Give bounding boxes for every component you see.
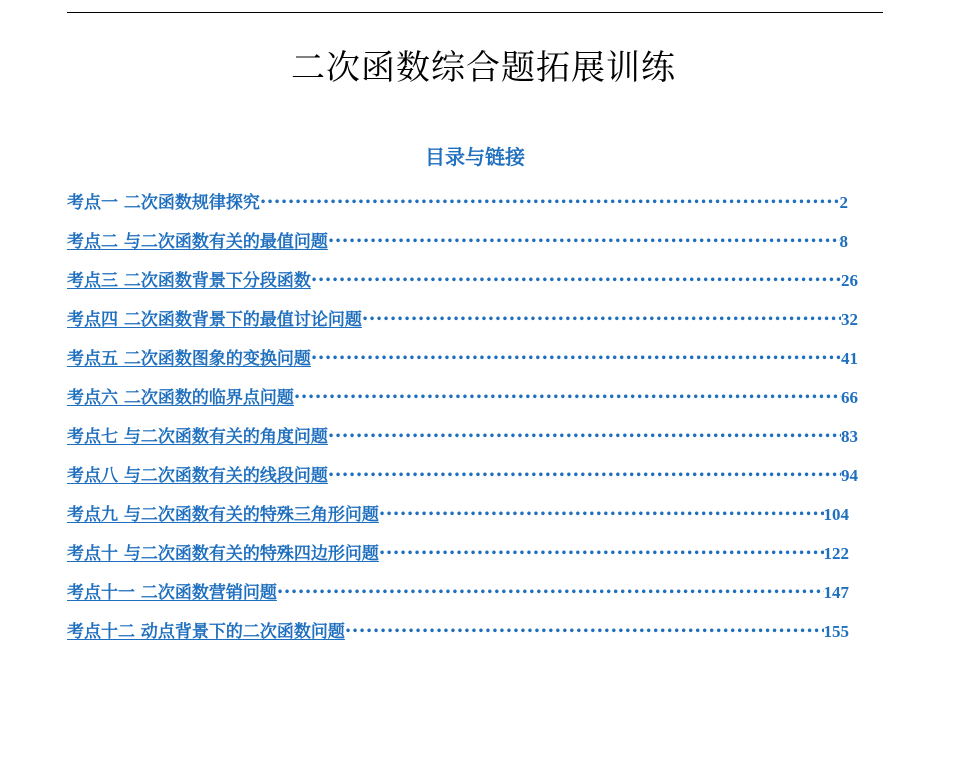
toc-dot-leader bbox=[345, 622, 824, 642]
toc-dot-leader bbox=[328, 427, 841, 447]
toc-dot-leader bbox=[379, 505, 824, 525]
toc-entry-label[interactable]: 考点十二 动点背景下的二次函数问题 bbox=[67, 622, 345, 642]
toc-entry-page[interactable]: 26 bbox=[841, 271, 858, 290]
toc-entry-page[interactable]: 32 bbox=[841, 310, 858, 329]
toc-dot-leader bbox=[294, 388, 841, 408]
toc-entry-page[interactable]: 94 bbox=[841, 466, 858, 485]
toc-entry-4[interactable] bbox=[67, 305, 858, 344]
toc-entry-11[interactable] bbox=[67, 578, 849, 617]
toc-dot-leader bbox=[379, 544, 824, 564]
toc-heading: 目录与链接 bbox=[425, 145, 525, 169]
toc-entry-3[interactable] bbox=[67, 266, 858, 305]
toc-list bbox=[67, 188, 858, 656]
toc-dot-leader bbox=[328, 466, 841, 486]
toc-entry-page[interactable]: 83 bbox=[841, 427, 858, 446]
toc-entry-label[interactable]: 考点五 二次函数图象的变换问题 bbox=[67, 349, 311, 369]
toc-entry-page[interactable]: 41 bbox=[841, 349, 858, 368]
toc-entry-10[interactable] bbox=[67, 539, 849, 578]
toc-entry-page[interactable]: 2 bbox=[839, 193, 848, 212]
toc-entry-page[interactable]: 8 bbox=[839, 232, 848, 251]
toc-entry-1[interactable] bbox=[67, 188, 848, 227]
toc-entry-9[interactable] bbox=[67, 500, 849, 539]
toc-entry-page[interactable]: 122 bbox=[823, 544, 849, 563]
toc-entry-7[interactable] bbox=[67, 422, 858, 461]
toc-entry-label[interactable]: 考点一 二次函数规律探究 bbox=[67, 193, 260, 213]
toc-dot-leader bbox=[311, 271, 841, 291]
toc-entry-page[interactable]: 66 bbox=[841, 388, 858, 407]
toc-dot-leader bbox=[311, 349, 841, 369]
toc-entry-label[interactable]: 考点七 与二次函数有关的角度问题 bbox=[67, 427, 328, 447]
header-rule bbox=[67, 12, 883, 13]
toc-entry-label[interactable]: 考点四 二次函数背景下的最值讨论问题 bbox=[67, 310, 362, 330]
toc-entry-12[interactable] bbox=[67, 617, 849, 656]
toc-entry-6[interactable] bbox=[67, 383, 858, 422]
toc-entry-8[interactable] bbox=[67, 461, 858, 500]
toc-entry-label[interactable]: 考点九 与二次函数有关的特殊三角形问题 bbox=[67, 505, 379, 525]
toc-entry-label[interactable]: 考点十 与二次函数有关的特殊四边形问题 bbox=[67, 544, 379, 564]
toc-entry-label[interactable]: 考点二 与二次函数有关的最值问题 bbox=[67, 232, 328, 252]
toc-entry-label[interactable]: 考点八 与二次函数有关的线段问题 bbox=[67, 466, 328, 486]
toc-entry-label[interactable]: 考点三 二次函数背景下分段函数 bbox=[67, 271, 311, 291]
toc-dot-leader bbox=[277, 583, 824, 603]
toc-dot-leader bbox=[260, 193, 840, 213]
toc-entry-label[interactable]: 考点六 二次函数的临界点问题 bbox=[67, 388, 294, 408]
page-title: 二次函数综合题拓展训练 bbox=[291, 48, 676, 88]
toc-entry-label[interactable]: 考点十一 二次函数营销问题 bbox=[67, 583, 277, 603]
toc-entry-5[interactable] bbox=[67, 344, 858, 383]
toc-entry-2[interactable] bbox=[67, 227, 848, 266]
toc-entry-page[interactable]: 104 bbox=[823, 505, 849, 524]
toc-dot-leader bbox=[362, 310, 841, 330]
toc-dot-leader bbox=[328, 232, 840, 252]
toc-entry-page[interactable]: 155 bbox=[823, 622, 849, 641]
toc-entry-page[interactable]: 147 bbox=[823, 583, 849, 602]
